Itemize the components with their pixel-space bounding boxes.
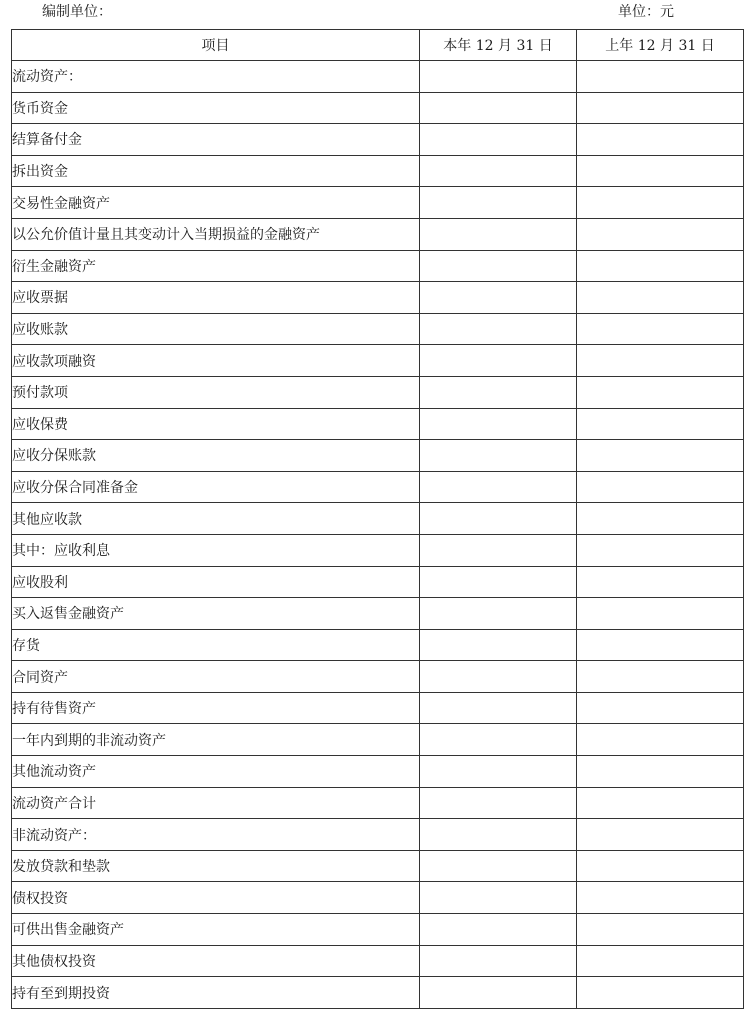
row-item-label: 应收股利 <box>12 566 420 598</box>
table-row <box>12 534 744 566</box>
table-row <box>12 787 744 819</box>
current-year-cell <box>420 187 577 219</box>
row-item-label: 可供出售金融资产 <box>12 914 420 946</box>
table-row <box>12 692 744 724</box>
unit-label: 单位：元 <box>618 4 674 20</box>
row-item-label: 持有至到期投资 <box>12 977 420 1009</box>
previous-year-cell <box>577 408 744 440</box>
previous-year-cell <box>577 92 744 124</box>
table-row <box>12 598 744 630</box>
previous-year-cell <box>577 250 744 282</box>
current-year-cell <box>420 756 577 788</box>
current-year-cell <box>420 282 577 314</box>
row-item-label: 应收款项融资 <box>12 345 420 377</box>
current-year-cell <box>420 313 577 345</box>
row-item-label: 合同资产 <box>12 661 420 693</box>
table-row <box>12 629 744 661</box>
row-item-label: 以公允价值计量且其变动计入当期损益的金融资产 <box>12 218 420 250</box>
previous-year-cell <box>577 218 744 250</box>
previous-year-cell <box>577 440 744 472</box>
current-year-cell <box>420 345 577 377</box>
previous-year-cell <box>577 914 744 946</box>
row-item-label: 其他流动资产 <box>12 756 420 788</box>
current-year-cell <box>420 503 577 535</box>
current-year-cell <box>420 724 577 756</box>
table-row <box>12 756 744 788</box>
current-year-cell <box>420 440 577 472</box>
table-row <box>12 313 744 345</box>
row-item-label: 应收账款 <box>12 313 420 345</box>
previous-year-cell <box>577 345 744 377</box>
org-label: 编制单位： <box>42 4 112 20</box>
previous-year-cell <box>577 61 744 93</box>
current-year-cell <box>420 598 577 630</box>
row-item-label: 交易性金融资产 <box>12 187 420 219</box>
current-year-cell <box>420 376 577 408</box>
previous-year-cell <box>577 724 744 756</box>
table-row <box>12 376 744 408</box>
table-row <box>12 345 744 377</box>
table-row <box>12 155 744 187</box>
row-item-label: 流动资产合计 <box>12 787 420 819</box>
row-item-label: 应收分保合同准备金 <box>12 471 420 503</box>
current-year-cell <box>420 787 577 819</box>
previous-year-cell <box>577 471 744 503</box>
row-item-label: 应收分保账款 <box>12 440 420 472</box>
table-row <box>12 661 744 693</box>
column-header-current-year: 本年 12 月 31 日 <box>420 30 577 61</box>
previous-year-cell <box>577 534 744 566</box>
row-item-label: 衍生金融资产 <box>12 250 420 282</box>
row-item-label: 其他债权投资 <box>12 945 420 977</box>
row-item-label: 发放贷款和垫款 <box>12 850 420 882</box>
table-row <box>12 124 744 156</box>
table-row <box>12 218 744 250</box>
table-row <box>12 92 744 124</box>
current-year-cell <box>420 92 577 124</box>
table-header <box>12 30 744 61</box>
previous-year-cell <box>577 756 744 788</box>
previous-year-cell <box>577 787 744 819</box>
current-year-cell <box>420 534 577 566</box>
current-year-cell <box>420 408 577 440</box>
current-year-cell <box>420 882 577 914</box>
current-year-cell <box>420 850 577 882</box>
previous-year-cell <box>577 819 744 851</box>
current-year-cell <box>420 124 577 156</box>
row-item-label: 债权投资 <box>12 882 420 914</box>
column-header-previous-year: 上年 12 月 31 日 <box>577 30 744 61</box>
previous-year-cell <box>577 313 744 345</box>
table-row <box>12 282 744 314</box>
previous-year-cell <box>577 850 744 882</box>
current-year-cell <box>420 218 577 250</box>
current-year-cell <box>420 977 577 1009</box>
current-year-cell <box>420 155 577 187</box>
previous-year-cell <box>577 376 744 408</box>
table-row <box>12 440 744 472</box>
current-year-cell <box>420 61 577 93</box>
row-item-label: 存货 <box>12 629 420 661</box>
row-item-label: 其他应收款 <box>12 503 420 535</box>
row-item-label: 货币资金 <box>12 92 420 124</box>
row-item-label: 买入返售金融资产 <box>12 598 420 630</box>
table-row <box>12 566 744 598</box>
previous-year-cell <box>577 155 744 187</box>
previous-year-cell <box>577 187 744 219</box>
current-year-cell <box>420 471 577 503</box>
table-row <box>12 61 744 93</box>
previous-year-cell <box>577 882 744 914</box>
table-row <box>12 819 744 851</box>
row-item-label: 应收保费 <box>12 408 420 440</box>
previous-year-cell <box>577 503 744 535</box>
header-row <box>12 30 744 61</box>
table-row <box>12 977 744 1009</box>
current-year-cell <box>420 914 577 946</box>
row-item-label: 非流动资产： <box>12 819 420 851</box>
previous-year-cell <box>577 598 744 630</box>
previous-year-cell <box>577 977 744 1009</box>
row-item-label: 其中：应收利息 <box>12 534 420 566</box>
table-row <box>12 250 744 282</box>
previous-year-cell <box>577 124 744 156</box>
table-row <box>12 882 744 914</box>
current-year-cell <box>420 819 577 851</box>
table-body <box>12 61 744 1009</box>
table-row <box>12 724 744 756</box>
previous-year-cell <box>577 692 744 724</box>
row-item-label: 持有待售资产 <box>12 692 420 724</box>
row-item-label: 拆出资金 <box>12 155 420 187</box>
row-item-label: 预付款项 <box>12 376 420 408</box>
column-header-item: 项目 <box>12 30 420 61</box>
table-row <box>12 850 744 882</box>
table-row <box>12 408 744 440</box>
current-year-cell <box>420 661 577 693</box>
previous-year-cell <box>577 566 744 598</box>
table-row <box>12 503 744 535</box>
previous-year-cell <box>577 629 744 661</box>
balance-sheet-table <box>11 29 744 1009</box>
current-year-cell <box>420 566 577 598</box>
row-item-label: 一年内到期的非流动资产 <box>12 724 420 756</box>
current-year-cell <box>420 250 577 282</box>
table-row <box>12 187 744 219</box>
row-item-label: 流动资产： <box>12 61 420 93</box>
current-year-cell <box>420 629 577 661</box>
previous-year-cell <box>577 945 744 977</box>
row-item-label: 结算备付金 <box>12 124 420 156</box>
table-row <box>12 914 744 946</box>
current-year-cell <box>420 692 577 724</box>
previous-year-cell <box>577 282 744 314</box>
previous-year-cell <box>577 661 744 693</box>
row-item-label: 应收票据 <box>12 282 420 314</box>
table-row <box>12 945 744 977</box>
current-year-cell <box>420 945 577 977</box>
table-row <box>12 471 744 503</box>
